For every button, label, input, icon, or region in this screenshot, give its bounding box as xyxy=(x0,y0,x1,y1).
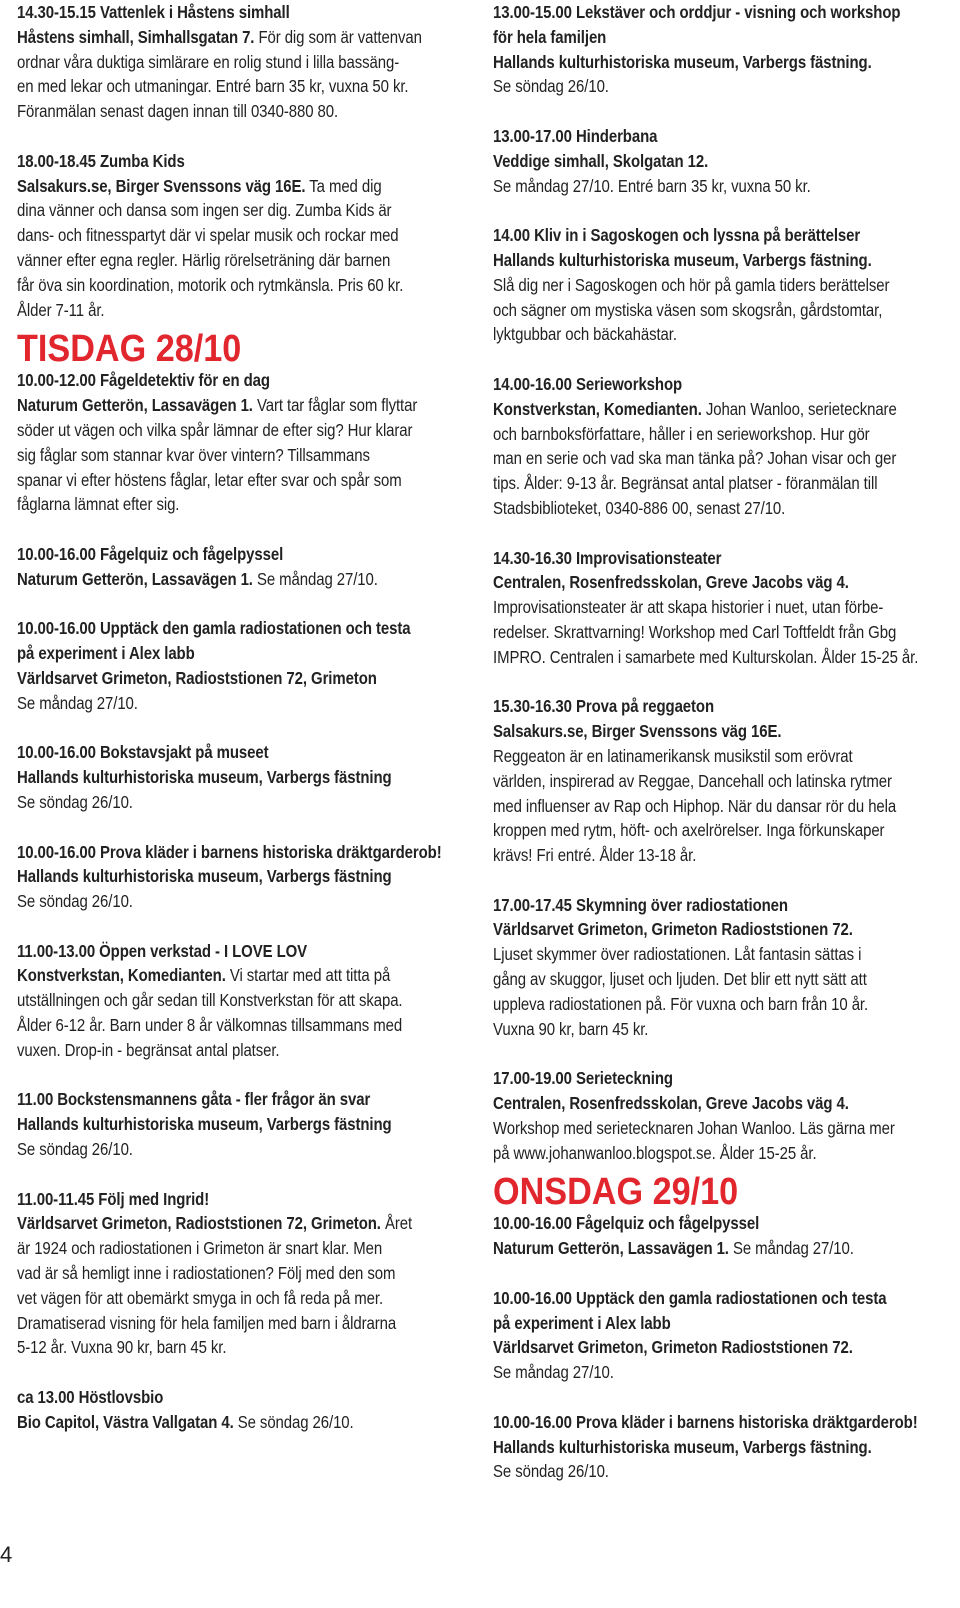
event-improvisationsteater xyxy=(493,546,953,670)
event-desc: Ljuset skymmer över radiostationen. Låt fantasin sättas i xyxy=(493,944,862,965)
event-desc: Se söndag 26/10. xyxy=(17,791,133,812)
event-desc: dans- och fitnesspartyt där vi spelar musik och rockar med xyxy=(17,225,399,246)
page-number: 4 xyxy=(0,1542,13,1567)
event-place: Håstens simhall, Simhallsgatan 7. xyxy=(17,26,255,47)
day-heading-onsdag: ONSDAG 29/10 xyxy=(493,1171,739,1214)
event-desc: en med lekar och utmaningar. Entré barn 35 kr, vuxna 50 kr. xyxy=(17,76,409,97)
event-prova-klader xyxy=(493,1410,953,1484)
event-place: Konstverkstan, Komedianten. xyxy=(17,965,226,986)
event-desc: Vart tar fåglar som flyttar xyxy=(252,395,418,416)
event-desc: IMPRO. Centralen i samarbete med Kulturskolan. Ålder 15-25 år. xyxy=(493,646,919,667)
event-place: Hallands kulturhistoriska museum, Varbergs fästning. xyxy=(493,1436,872,1457)
event-title: 13.00-17.00 Hinderbana xyxy=(493,125,658,146)
event-title: 15.30-16.30 Prova på reggaeton xyxy=(493,696,715,717)
event-desc: får öva sin koordination, motorik och rytmkänsla. Pris 60 kr. xyxy=(17,274,404,295)
event-desc: Se måndag 27/10. xyxy=(493,1362,614,1383)
event-place: Världsarvet Grimeton, Radioststionen 72, Grimeton xyxy=(17,667,377,688)
event-title: 10.00-16.00 Upptäck den gamla radiostationen och testa xyxy=(493,1287,887,1308)
event-place: Hallands kulturhistoriska museum, Varbergs fästning. xyxy=(493,51,872,72)
event-desc: Slå dig ner i Sagoskogen och hör på gamla tiders berättelser xyxy=(493,274,890,295)
right-column xyxy=(493,0,953,1484)
event-desc: utställningen och går sedan till Konstverkstan för att skapa. xyxy=(17,990,403,1011)
event-place: Hallands kulturhistoriska museum, Varbergs fästning xyxy=(17,866,392,887)
event-desc: krävs! Fri entré. Ålder 13-18 år. xyxy=(493,845,697,866)
event-title: på experiment i Alex labb xyxy=(17,643,195,664)
event-title: 14.00-16.00 Serieworkshop xyxy=(493,373,683,394)
event-title: på experiment i Alex labb xyxy=(493,1312,671,1333)
event-place: Centralen, Rosenfredsskolan, Greve Jacobs väg 4. xyxy=(493,1093,849,1114)
event-radiostationen xyxy=(17,616,477,715)
event-desc: Se söndag 26/10. xyxy=(233,1411,354,1432)
event-desc: Johan Wanloo, serietecknare xyxy=(701,398,897,419)
event-desc: vänner efter egna regler. Härlig rörelseträning där barnen xyxy=(17,249,391,270)
event-desc: Se söndag 26/10. xyxy=(17,891,133,912)
event-title: ca 13.00 Höstlovsbio xyxy=(17,1387,164,1408)
event-desc: sig fåglar som stannar kvar över vintern? Tillsammans xyxy=(17,444,370,465)
event-desc: Se måndag 27/10. xyxy=(728,1238,854,1259)
event-lekstaver xyxy=(493,0,953,99)
event-title: 10.00-12.00 Fågeldetektiv för en dag xyxy=(17,370,270,391)
event-desc: För dig som är vattenvan xyxy=(254,26,422,47)
event-desc: Se söndag 26/10. xyxy=(493,1461,609,1482)
event-desc: med influenser av Rap och Hiphop. När du dansar rör du hela xyxy=(493,795,897,816)
event-desc: Stadsbiblioteket, 0340-886 00, senast 27/10. xyxy=(493,497,786,518)
event-desc: lyktgubbar och bäckahästar. xyxy=(493,324,677,345)
event-desc: Vuxna 90 kr, barn 45 kr. xyxy=(493,1018,649,1039)
event-serieteckning xyxy=(493,1066,953,1165)
event-desc: Improvisationsteater är att skapa historier i nuet, utan förbe- xyxy=(493,597,884,618)
event-desc: man en serie och vad ska man tänka på? Johan visar och ger xyxy=(493,448,897,469)
event-title: 17.00-17.45 Skymning över radiostationen xyxy=(493,894,788,915)
left-column xyxy=(17,0,477,1435)
event-desc: fåglarna lämnat efter sig. xyxy=(17,494,180,515)
event-desc: Föranmälan senast dagen innan till 0340-880 80. xyxy=(17,101,339,122)
event-desc: Se måndag 27/10. xyxy=(17,692,138,713)
event-vattenlek xyxy=(17,0,477,124)
event-place: Hallands kulturhistoriska museum, Varbergs fästning xyxy=(17,767,392,788)
event-desc: på www.johanwanloo.blogspot.se. Ålder 15-25 år. xyxy=(493,1142,817,1163)
event-title: 17.00-19.00 Serieteckning xyxy=(493,1068,673,1089)
event-desc: vuxen. Drop-in - begränsat antal platser. xyxy=(17,1039,280,1060)
event-desc: spanar vi efter höstens fåglar, letar efter svar och spår som xyxy=(17,469,402,490)
event-desc: Se söndag 26/10. xyxy=(17,1139,133,1160)
event-folj-med-ingrid xyxy=(17,1187,477,1361)
event-sagoskogen xyxy=(493,223,953,347)
event-place: Naturum Getterön, Lassavägen 1. xyxy=(17,395,253,416)
event-title: 10.00-16.00 Prova kläder i barnens historiska dräktgarderob! xyxy=(17,841,442,862)
event-prova-klader xyxy=(17,840,477,914)
event-oppen-verkstad xyxy=(17,939,477,1063)
event-title: 10.00-16.00 Prova kläder i barnens historiska dräktgarderob! xyxy=(493,1411,918,1432)
event-skymning xyxy=(493,893,953,1042)
event-title: 18.00-18.45 Zumba Kids xyxy=(17,150,185,171)
event-title: 14.00 Kliv in i Sagoskogen och lyssna på berättelser xyxy=(493,225,861,246)
event-reggaeton xyxy=(493,694,953,868)
event-desc: och barnboksförfattare, håller i en serieworkshop. Hur gör xyxy=(493,423,870,444)
event-desc: vet vägen för att obemärkt smyga in och få reda på mer. xyxy=(17,1287,384,1308)
event-fagelquiz xyxy=(17,542,477,592)
event-desc: ordnar våra duktiga simlärare en rolig stund i lilla bassäng- xyxy=(17,51,400,72)
event-place: Bio Capitol, Västra Vallgatan 4. xyxy=(17,1411,234,1432)
event-title: 10.00-16.00 Upptäck den gamla radiostationen och testa xyxy=(17,618,411,639)
event-place: Naturum Getterön, Lassavägen 1. xyxy=(493,1238,729,1259)
event-desc: dina vänner och dansa som ingen ser dig. Zumba Kids är xyxy=(17,200,392,221)
event-title: 11.00-13.00 Öppen verkstad - I LOVE LOV xyxy=(17,940,308,961)
event-place: Hallands kulturhistoriska museum, Varbergs fästning. xyxy=(493,249,872,270)
event-desc: kroppen med rytm, höft- och axelrörelser. Inga förkunskaper xyxy=(493,820,885,841)
event-desc: Workshop med serietecknaren Johan Wanloo. Läs gärna mer xyxy=(493,1117,895,1138)
event-desc: Ålder 6-12 år. Barn under 8 år välkomnas tillsammans med xyxy=(17,1015,403,1036)
event-title: 13.00-15.00 Lekstäver och orddjur - visning och workshop xyxy=(493,2,901,22)
event-desc: Se måndag 27/10. xyxy=(252,568,378,589)
event-title: 10.00-16.00 Bokstavsjakt på museet xyxy=(17,742,269,763)
event-desc: Se söndag 26/10. xyxy=(493,76,609,97)
event-hostlovsbio xyxy=(17,1385,477,1435)
event-desc: Vi startar med att titta på xyxy=(225,965,391,986)
event-hinderbana xyxy=(493,124,953,198)
day-heading-tisdag: TISDAG 28/10 xyxy=(17,328,242,371)
event-zumba-kids xyxy=(17,149,477,323)
event-desc: är 1924 och radiostationen i Grimeton är snart klar. Men xyxy=(17,1238,383,1259)
event-place: Världsarvet Grimeton, Radioststionen 72, Grimeton. xyxy=(17,1213,381,1234)
event-place: Världsarvet Grimeton, Grimeton Radioststionen 72. xyxy=(493,919,853,940)
event-desc: redelser. Skrattvarning! Workshop med Carl Toftfeldt från Gbg xyxy=(493,621,897,642)
event-title: 11.00-11.45 Följ med Ingrid! xyxy=(17,1188,210,1209)
event-place: Naturum Getterön, Lassavägen 1. xyxy=(17,568,253,589)
event-serieworkshop xyxy=(493,372,953,521)
event-bokstavsjakt xyxy=(17,740,477,814)
event-desc: världen, inspirerad av Reggae, Dancehall och latinska rytmer xyxy=(493,770,892,791)
event-desc: uppleva radiostationen på. För vuxna och barn från 10 år. xyxy=(493,993,869,1014)
event-fagelquiz xyxy=(493,1211,953,1261)
event-place: Centralen, Rosenfredsskolan, Greve Jacobs väg 4. xyxy=(493,572,849,593)
event-fageldetektiv xyxy=(17,368,477,517)
event-desc: Ta med dig xyxy=(305,175,382,196)
event-bockstensmannen xyxy=(17,1087,477,1161)
event-title: 10.00-16.00 Fågelquiz och fågelpyssel xyxy=(17,543,284,564)
event-desc: vad är så hemligt inne i radiostationen? Följ med den som xyxy=(17,1263,396,1284)
event-place: Hallands kulturhistoriska museum, Varbergs fästning xyxy=(17,1114,392,1135)
event-title: 10.00-16.00 Fågelquiz och fågelpyssel xyxy=(493,1213,760,1234)
event-desc: Se måndag 27/10. Entré barn 35 kr, vuxna 50 kr. xyxy=(493,175,811,196)
event-desc: Reggeaton är en latinamerikansk musikstil som erövrat xyxy=(493,745,853,766)
event-title: 14.30-16.30 Improvisationsteater xyxy=(493,547,722,568)
event-place: Konstverkstan, Komedianten. xyxy=(493,398,702,419)
event-desc: och sägner om mystiska väsen som skogsrån, gårdstomtar, xyxy=(493,299,883,320)
event-place: Salsakurs.se, Birger Svenssons väg 16E. xyxy=(493,721,782,742)
event-title: för hela familjen xyxy=(493,26,607,47)
event-desc: Dramatiserad visning för hela familjen med barn i åldrarna xyxy=(17,1312,397,1333)
event-desc: söder ut vägen och vilka spår lämnar de efter sig? Hur klarar xyxy=(17,419,413,440)
event-desc: gång av skuggor, ljuset och ljuden. Det blir ett nytt sätt att xyxy=(493,969,867,990)
event-desc: Ålder 7-11 år. xyxy=(17,299,105,320)
event-place: Veddige simhall, Skolgatan 12. xyxy=(493,150,709,171)
event-radiostationen xyxy=(493,1286,953,1385)
event-place: Salsakurs.se, Birger Svenssons väg 16E. xyxy=(17,175,306,196)
event-desc: Året xyxy=(380,1213,413,1234)
event-title: 11.00 Bockstensmannens gåta - fler frågor än svar xyxy=(17,1089,371,1110)
event-desc: 5-12 år. Vuxna 90 kr, barn 45 kr. xyxy=(17,1337,227,1358)
event-desc: tips. Ålder: 9-13 år. Begränsat antal platser - föranmälan till xyxy=(493,473,878,494)
event-place: Världsarvet Grimeton, Grimeton Radioststionen 72. xyxy=(493,1337,853,1358)
event-title: 14.30-15.15 Vattenlek i Håstens simhall xyxy=(17,2,290,22)
